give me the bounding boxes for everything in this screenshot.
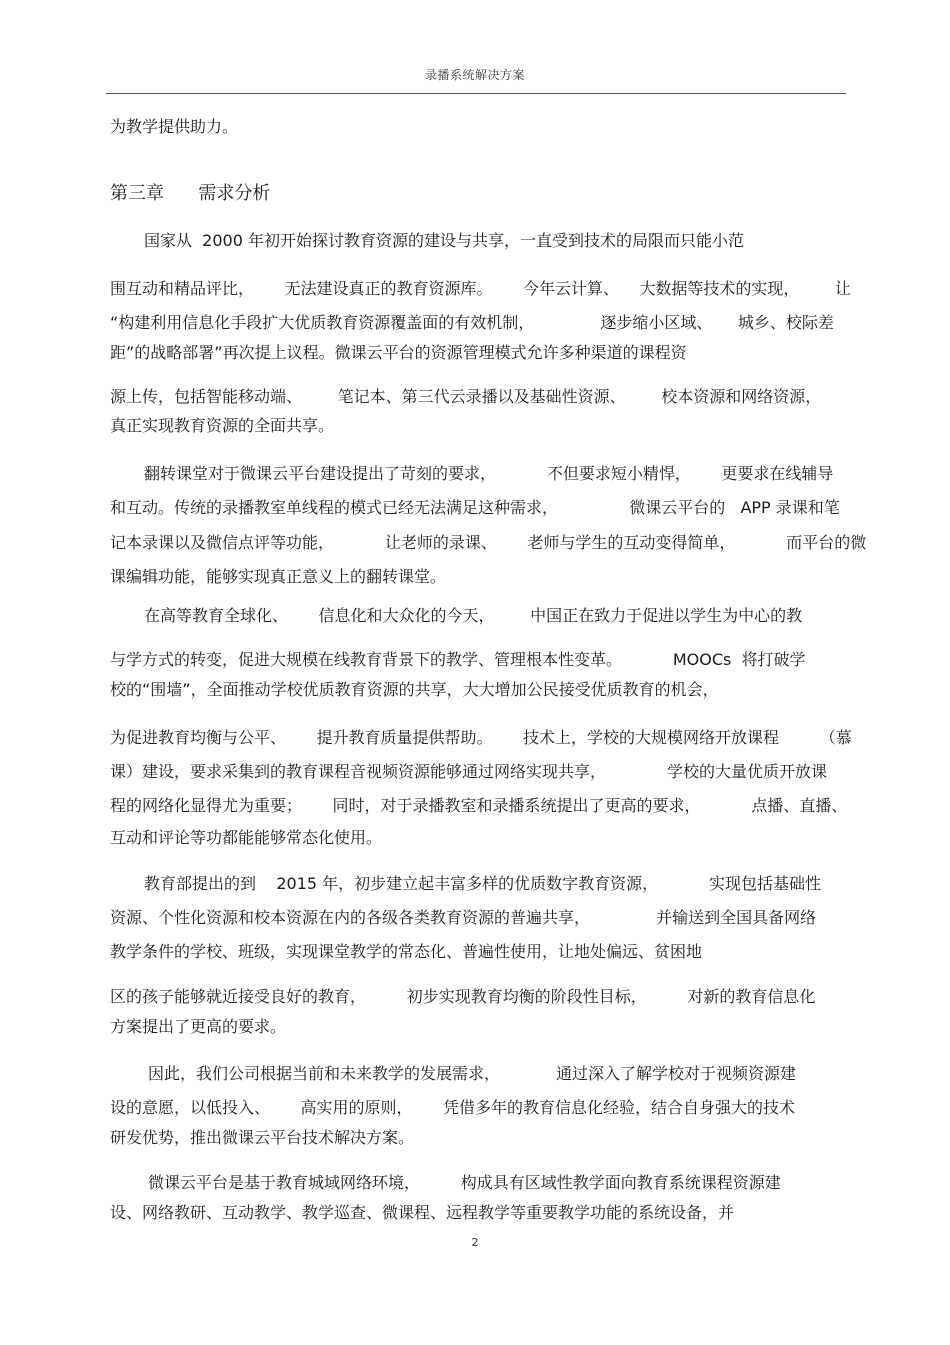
paragraph-line: 互动和评论等功都能能够常态化使用。 <box>110 828 383 847</box>
paragraph-line: 教育部提出的到 2015 年，初步建立起丰富多样的优质数字教育资源， 实现包括基础性 <box>144 874 822 893</box>
paragraph-line: 设、网络教研、互动教学、教学巡查、微课程、远程教学等重要教学功能的系统设备，并 <box>110 1203 735 1222</box>
paragraph-line: 围互动和精品评比， 无法建设真正的教育资源库。 今年云计算、 大数据等技术的实现， 让 <box>110 279 851 298</box>
paragraph-line: 课编辑功能，能够实现真正意义上的翻转课堂。 <box>110 567 447 586</box>
paragraph-line: 程的网络化显得尤为重要； 同时，对于录播教室和录播系统提出了更高的要求， 点播、直播、 <box>110 796 848 815</box>
paragraph-line: 国家从 2000 年初开始探讨教育资源的建设与共享，一直受到技术的局限而只能小范 <box>144 231 744 250</box>
paragraph-line: 教学条件的学校、班级，实现课堂教学的常态化、普遍性使用，让地处偏远、贫困地 <box>110 942 703 961</box>
paragraph-line: 研发优势，推出微课云平台技术解决方案。 <box>110 1128 415 1147</box>
paragraph-line: 在高等教育全球化、 信息化和大众化的今天， 中国正在致力于促进以学生为中心的教 <box>144 606 803 625</box>
paragraph-line: 课）建设，要求采集到的教育课程音视频资源能够通过网络实现共享， 学校的大量优质开放课 <box>110 762 828 781</box>
paragraph-line: “构建利用信息化手段扩大优质教育资源覆盖面的有效机制， 逐步缩小区域、 城乡、校际差 <box>110 313 834 332</box>
paragraph-line: 为促进教育均衡与公平、 提升教育质量提供帮助。 技术上，学校的大规模网络开放课程 （慕 <box>110 728 852 747</box>
paragraph-line: 源上传，包括智能移动端、 笔记本、第三代云录播以及基础性资源、 校本资源和网络资源， <box>110 387 822 406</box>
paragraph-line: 和互动。传统的录播教室单线程的模式已经无法满足这种需求， 微课云平台的 APP 录课和笔 <box>110 498 840 517</box>
paragraph-line: 与学方式的转变，促进大规模在线教育背景下的教学、管理根本性变革。 MOOCs 将打破学 <box>110 650 806 669</box>
paragraph-line: 微课云平台是基于教育城域网络环境， 构成具有区域性教学面向教育系统课程资源建 <box>148 1173 781 1192</box>
paragraph-line: 方案提出了更高的要求。 <box>110 1017 287 1036</box>
header-divider <box>106 93 846 94</box>
page-number: 2 <box>471 1236 479 1249</box>
chapter-title: 第三章 需求分析 <box>110 183 271 204</box>
paragraph-line: 区的孩子能够就近接受良好的教育， 初步实现教育均衡的阶段性目标， 对新的教育信息化 <box>110 987 816 1006</box>
paragraph-line: 设的意愿，以低投入、 高实用的原则， 凭借多年的教育信息化经验，结合自身强大的技术 <box>110 1098 796 1117</box>
paragraph-line: 距”的战略部署”再次提上议程。微课云平台的资源管理模式允许多种渠道的课程资 <box>110 343 687 362</box>
paragraph-line: 因此，我们公司根据当前和未来教学的发展需求， 通过深入了解学校对于视频资源建 <box>148 1064 796 1083</box>
paragraph-line: 翻转课堂对于微课云平台建设提出了苛刻的要求， 不但要求短小精悍， 更要求在线辅导 <box>144 464 834 483</box>
paragraph-line: 真正实现教育资源的全面共享。 <box>110 416 335 435</box>
paragraph-line: 资源、个性化资源和校本资源在内的各级各类教育资源的普遍共享， 并输送到全国具备网络 <box>110 908 817 927</box>
paragraph-line: 记本录课以及微信点评等功能， 让老师的录课、 老师与学生的互动变得简单， 而平台的微 <box>110 533 867 552</box>
paragraph-line: 校的“围墙”，全面推动学校优质教育资源的共享，大大增加公民接受优质教育的机会， <box>110 680 719 699</box>
page-header-title: 录播系统解决方案 <box>424 68 525 82</box>
intro-tail-line: 为教学提供助力。 <box>110 117 239 136</box>
